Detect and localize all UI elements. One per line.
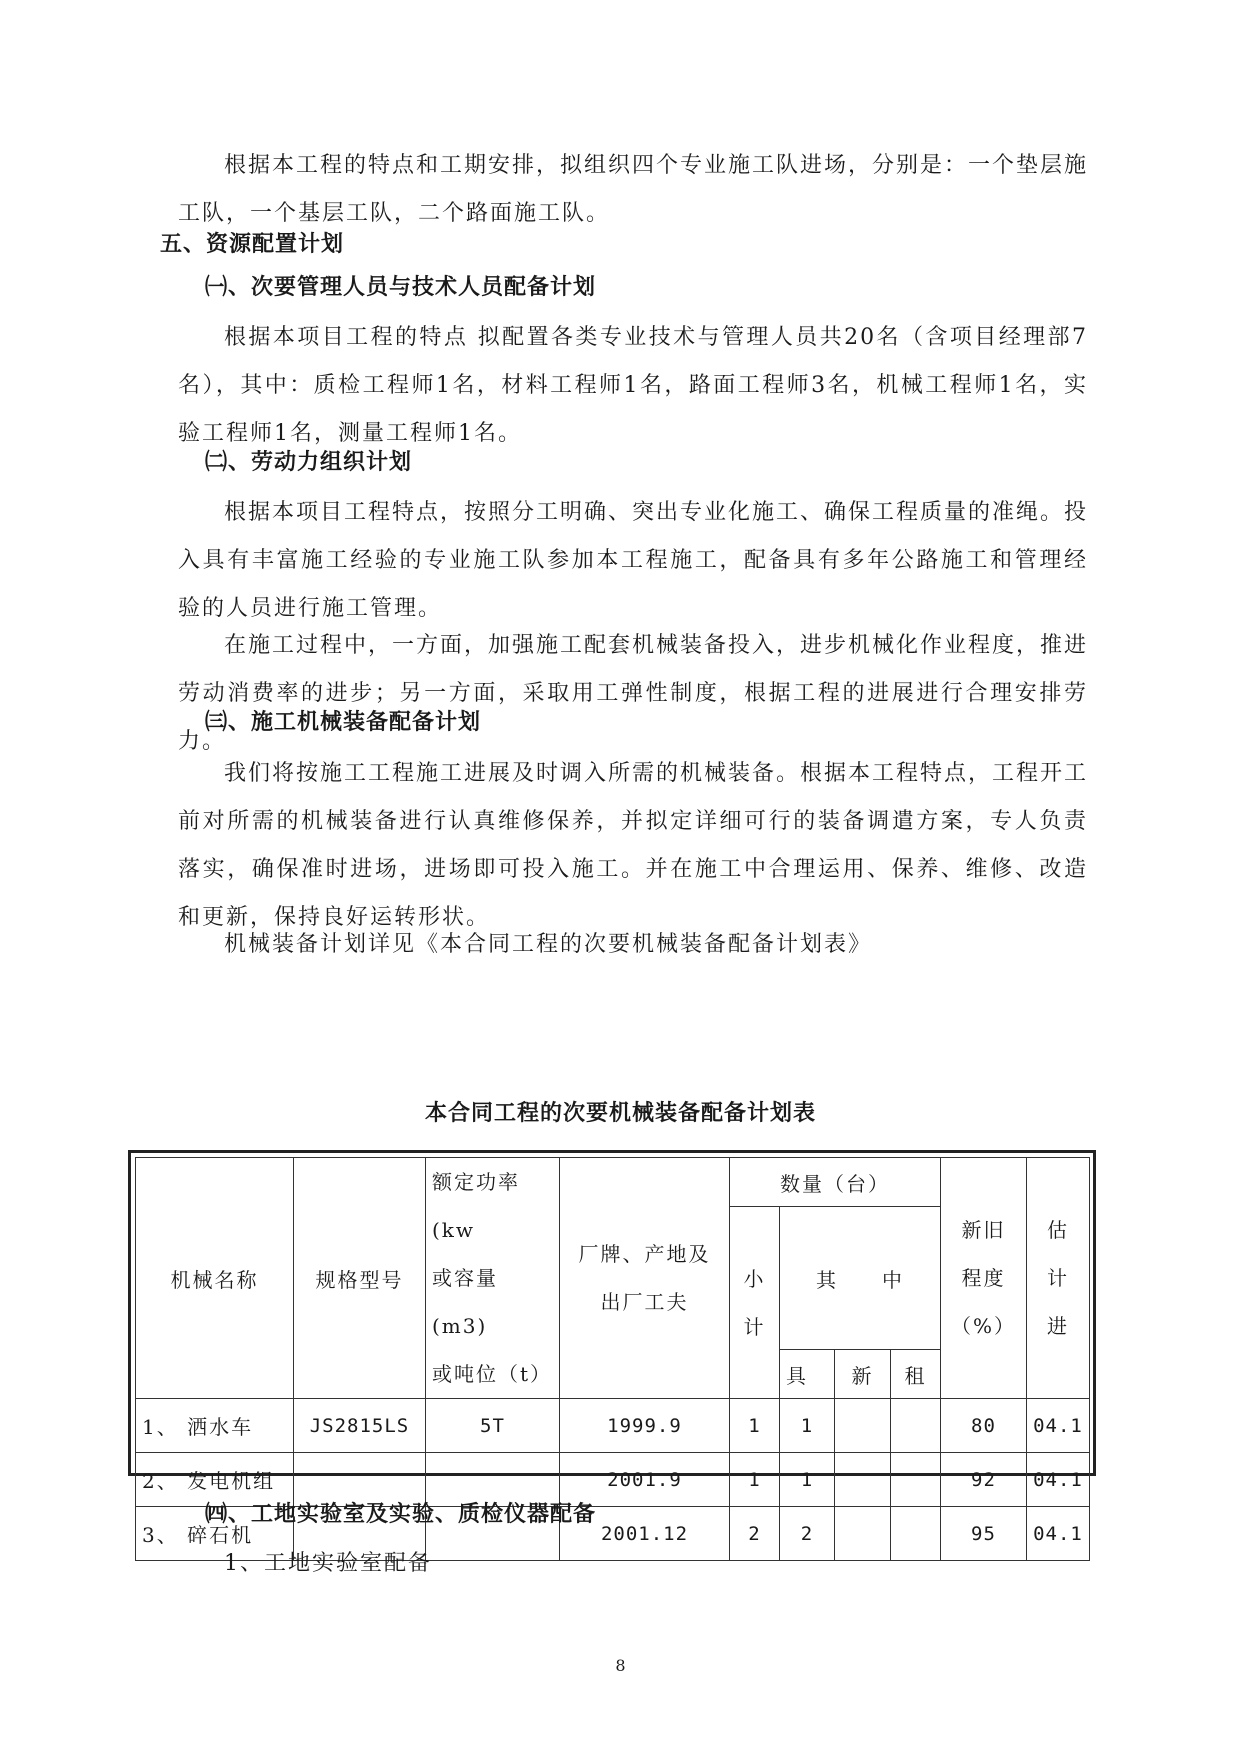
cell-name: 1、 洒水车	[136, 1399, 294, 1453]
subsection-heading-staff: ㈠、次要管理人员与技术人员配备计划	[205, 275, 597, 300]
header-maker: 厂牌、产地及 出厂工夫	[560, 1158, 730, 1399]
header-machine-name: 机械名称	[136, 1158, 294, 1399]
paragraph-staff: 根据本项目工程的特点 拟配置各类专业技术与管理人员共20名（含项目经理部7名），其中：质检工程师1名，材料工程师1名，路面工程师3名，机械工程师1名，实验工程师1名，测量工程师1名。	[178, 325, 1088, 446]
cell-maker: 2001.9	[560, 1453, 730, 1507]
header-own: 具	[780, 1350, 835, 1399]
paragraph-machinery-ref: 机械装备计划详见《本合同工程的次要机械装备配备计划表》	[224, 932, 873, 957]
paragraph-labor-2: 在施工过程中，一方面，加强施工配套机械装备投入，进步机械化作业程度，推进劳动消费率的进步；另一方面，采取用工弹性制度，根据工程的进展进行合理安排劳力。	[178, 633, 1089, 754]
cell-maker: 1999.9	[560, 1399, 730, 1453]
table-header-row-1	[136, 1158, 1090, 1207]
cell-model	[294, 1453, 426, 1507]
cell-condition: 95	[941, 1507, 1027, 1561]
header-new: 新	[835, 1350, 891, 1399]
header-quantity: 数量（台）	[730, 1158, 941, 1207]
header-subtotal: 小 计	[730, 1207, 780, 1399]
paragraph-labor-1: 根据本项目工程特点，按照分工明确、突出专业化施工、确保工程质量的准绳。投入具有丰富施工经验的专业施工队参加本工程施工，配备具有多年公路施工和管理经验的人员进行施工管理。	[178, 500, 1089, 621]
section-heading-resources: 五、资源配置计划	[160, 232, 345, 257]
cell-estimate: 04.1	[1027, 1507, 1090, 1561]
cell-subtotal: 1	[730, 1399, 780, 1453]
cell-rent	[891, 1453, 941, 1507]
header-power: 额定功率(kw 或容量 (m3) 或吨位（t）	[426, 1158, 560, 1399]
cell-new	[835, 1453, 891, 1507]
paragraph-machinery: 我们将按施工工程施工进展及时调入所需的机械装备。根据本工程特点，工程开工前对所需的机械装备进行认真维修保养，并拟定详细可行的装备调遣方案，专人负责落实，确保准时进场，进场即可投入施工。并在施工中合理运用、保养、维修、改造和更新，保持良好运转形状。	[178, 761, 1089, 930]
cell-own: 2	[780, 1507, 835, 1561]
cell-estimate: 04.1	[1027, 1453, 1090, 1507]
paragraph-teams: 根据本工程的特点和工期安排，拟组织四个专业施工队进场，分别是：一个垫层施工队，一个基层工队，二个路面施工队。	[178, 153, 1089, 226]
header-condition: 新旧 程度 （%）	[941, 1158, 1027, 1399]
cell-condition: 80	[941, 1399, 1027, 1453]
header-estimate: 估 计 进	[1027, 1158, 1090, 1399]
cell-model: JS2815LS	[294, 1399, 426, 1453]
subsection-heading-lab: ㈣、工地实验室及实验、质检仪器配备	[205, 1502, 597, 1527]
cell-subtotal: 1	[730, 1453, 780, 1507]
cell-estimate: 04.1	[1027, 1399, 1090, 1453]
cell-power: 5T	[426, 1399, 560, 1453]
cell-maker: 2001.12	[560, 1507, 730, 1561]
cell-new	[835, 1399, 891, 1453]
cell-power	[426, 1453, 560, 1507]
cell-subtotal: 2	[730, 1507, 780, 1561]
header-rent: 租	[891, 1350, 941, 1399]
table-row	[136, 1453, 1090, 1507]
page-number: 8	[615, 1656, 626, 1675]
table-row	[136, 1399, 1090, 1453]
subsection-heading-labor: ㈡、劳动力组织计划	[205, 450, 413, 475]
header-among: 其 中	[780, 1207, 941, 1350]
cell-condition: 92	[941, 1453, 1027, 1507]
cell-name: 3、 碎石机	[136, 1507, 294, 1561]
paragraph-lab: 1、工地实验室配备	[224, 1551, 432, 1576]
table-title: 本合同工程的次要机械装备配备计划表	[424, 1101, 816, 1126]
cell-own: 1	[780, 1399, 835, 1453]
cell-rent	[891, 1399, 941, 1453]
subsection-heading-machinery: ㈢、施工机械装备配备计划	[205, 710, 482, 735]
cell-own: 1	[780, 1453, 835, 1507]
cell-name: 2、 发电机组	[136, 1453, 294, 1507]
header-model: 规格型号	[294, 1158, 426, 1399]
